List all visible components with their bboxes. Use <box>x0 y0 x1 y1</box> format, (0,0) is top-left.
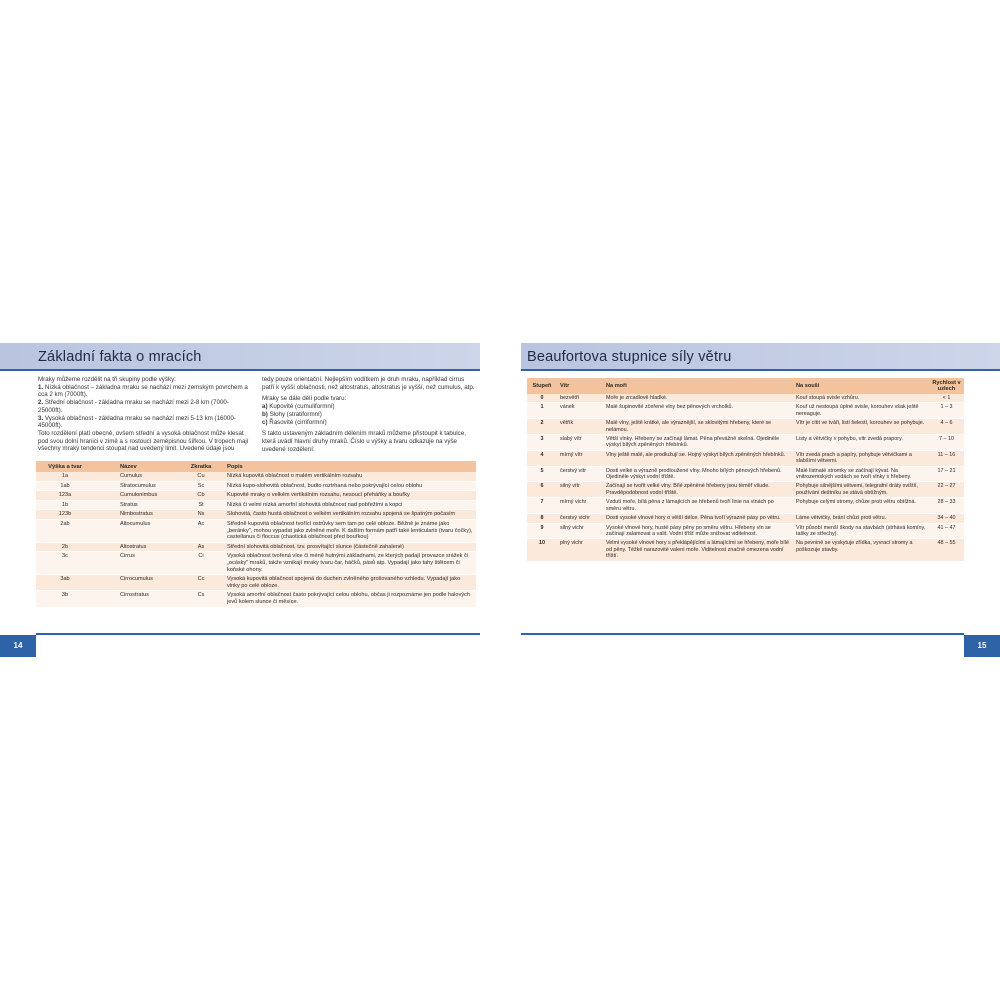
right-page <box>521 343 1000 657</box>
wind-name-cell: silný vichr <box>557 523 603 539</box>
intro-paragraph <box>262 430 476 453</box>
cloud-height-shape-cell: 3c <box>36 552 94 575</box>
wind-name-cell: mírný vítr <box>557 450 603 466</box>
wind-name-cell: větřík <box>557 419 603 435</box>
wind-degree-cell: 3 <box>527 435 557 451</box>
cloud-name-cell: Stratocumulus <box>94 481 178 491</box>
wind-name-cell: plný vichr <box>557 539 603 561</box>
left-page <box>0 343 480 657</box>
cloud-name-cell: Altostratus <box>94 542 178 552</box>
right-page-title: Beaufortova stupnice síly větru <box>527 349 732 365</box>
col-header-name: Název <box>94 461 178 472</box>
left-intro-column-1 <box>38 376 250 453</box>
intro-text: Střední oblačnost - základna mraku se nachází mezi 2-8 km (7000-25000ft). <box>38 399 229 414</box>
cloud-description-cell: Nízká kupo-slohovitá oblačnost, budto roztrhaná nebo pokrývající celou oblohu <box>224 481 476 491</box>
wind-on-land-cell: Malé listnaté stromky se začínají kývat. Na vnitrozemských vodách se tvoří vlnky s hřebeny. <box>793 466 929 482</box>
wind-speed-cell: 41 – 47 <box>929 523 964 539</box>
cloud-abbreviation-cell: Cb <box>178 491 224 501</box>
left-page-title: Základní fakta o mracích <box>38 349 202 365</box>
cloud-description-cell: Vysoká kupovitá oblačnost spojená do duchen zvlněného grošovaného vzhledu. Vypadají jako vlnky po celé obloze. <box>224 575 476 591</box>
intro-paragraph <box>262 419 476 427</box>
cloud-abbreviation-cell: Ci <box>178 552 224 575</box>
intro-text: Mraky můžeme rozdělit na tři skupiny podle výšky: <box>38 376 176 383</box>
wind-on-land-cell: Pohybuje celými stromy, chůze proti větru obtížná. <box>793 498 929 514</box>
intro-paragraph <box>38 430 250 453</box>
wind-speed-cell: 17 – 21 <box>929 466 964 482</box>
cloud-description-cell: Nízká kupovitá oblačnost o malém vertikálním rozsahu <box>224 472 476 481</box>
cloud-description-cell: Vysoká amorfní oblačnost často pokrývající celou oblohu, občas ji rozpoznáme jen podle halových jevů kolem slunce či měsíce. <box>224 591 476 607</box>
table-row <box>527 466 964 482</box>
intro-paragraph <box>262 376 476 391</box>
table-row <box>36 510 476 520</box>
cloud-name-cell: Cirrostratus <box>94 591 178 607</box>
table-row <box>36 591 476 607</box>
table-row <box>36 472 476 481</box>
cloud-description-cell: Středně kupovitá oblačnost tvořící ostrůvky sem tam po celé obloze. Běžně je známe jako „beránky", mohou vypadat jako zvlněné moře. K dalším formám patří také lenticularis (tvaru čočky), castellanus či floccus (chaotická oblačnost před bouřkou) <box>224 519 476 542</box>
wind-degree-cell: 8 <box>527 514 557 523</box>
wind-on-land-cell: Láme větvičky, brání chůzi proti větru. <box>793 514 929 523</box>
intro-list-marker: 2. <box>38 399 44 407</box>
cloud-types-table <box>36 461 476 608</box>
wind-name-cell: slabý vítr <box>557 435 603 451</box>
wind-at-sea-cell: Začínají se tvořit velké vlny. Bílé zpěněné hřebeny jsou téměř všude. Pravděpodobnost vodní tříště. <box>603 482 793 498</box>
wind-at-sea-cell: Dosti velké a výrazně prodloužené vlny. Mnoho bílých pěnových hřebenů. Ojediněle výskyt vodní tříště. <box>603 466 793 482</box>
wind-on-land-cell: Vítr je cítit ve tváři, listí šelestí, korouhev se pohybuje. <box>793 419 929 435</box>
wind-degree-cell: 5 <box>527 466 557 482</box>
cloud-abbreviation-cell: Cu <box>178 472 224 481</box>
table-row <box>527 450 964 466</box>
intro-list-marker: b) <box>262 410 268 418</box>
cloud-abbreviation-cell: Ac <box>178 519 224 542</box>
cloud-abbreviation-cell: Sc <box>178 481 224 491</box>
cloud-height-shape-cell: 3ab <box>36 575 94 591</box>
intro-text: Kupovité (cumuliformní) <box>267 403 335 411</box>
wind-on-land-cell: Vítr působí menší škody na stavbách (strhává komíny, tašky ze střechy). <box>793 523 929 539</box>
table-row <box>527 523 964 539</box>
cloud-abbreviation-cell: St <box>178 500 224 510</box>
table-row <box>36 552 476 575</box>
wind-degree-cell: 10 <box>527 539 557 561</box>
cloud-height-shape-cell: 123b <box>36 510 94 520</box>
wind-degree-cell: 6 <box>527 482 557 498</box>
cloud-name-cell: Altocumulus <box>94 519 178 542</box>
intro-text: Slohy (stratiformní) <box>267 410 322 418</box>
wind-degree-cell: 1 <box>527 403 557 419</box>
intro-list-marker: a) <box>262 403 268 411</box>
wind-at-sea-cell: Moře je zrcadlově hladké. <box>603 394 793 403</box>
col-header-height-shape: Výška a tvar <box>36 461 94 472</box>
wind-at-sea-cell: Vysoké vlnové hory, husté pásy pěny po směru větru. Hřebeny vln se začínají zalamovat a valit. Vodní tříšť může snižovat viditelnost. <box>603 523 793 539</box>
intro-text: Řasovité (cirriformní) <box>267 418 327 426</box>
intro-paragraph <box>38 415 250 430</box>
wind-on-land-cell: Listy a větvičky v pohybu, vítr zvedá prapory. <box>793 435 929 451</box>
cloud-height-shape-cell: 2b <box>36 542 94 552</box>
table-row <box>36 481 476 491</box>
cloud-height-shape-cell: 2ab <box>36 519 94 542</box>
table-row <box>527 514 964 523</box>
cloud-name-cell: Cumulus <box>94 472 178 481</box>
intro-text: Mraky se dále dělí podle tvaru: <box>262 395 347 403</box>
col-header-at-sea: Na moři <box>603 378 793 394</box>
wind-speed-cell: 48 – 55 <box>929 539 964 561</box>
table-row <box>527 394 964 403</box>
wind-name-cell: vánek <box>557 403 603 419</box>
intro-text: Toto rozdělení platí obecně, ovšem střední a vysoká oblačnost může klesat pod svou dolní hranici v zimě a s rostoucí zeměpisnou šířkou. V tropech mají všechny mraky tendenci stoupat nad uvedený limit. Uvedené údaje jsou <box>38 429 249 453</box>
wind-on-land-cell: Vítr zvedá prach a papíry, pohybuje větvičkami a slabšími větvemi. <box>793 450 929 466</box>
cloud-abbreviation-cell: Ns <box>178 510 224 520</box>
cloud-abbreviation-cell: Cs <box>178 591 224 607</box>
wind-speed-cell: 22 – 27 <box>929 482 964 498</box>
wind-at-sea-cell: Velmi vysoké vlnové hory s překlápějícími a lámajícími se hřebeny, moře bílé od pěny. Těžké narazovité valení moře. Viditelnost značně omezena vodní tříští. <box>603 539 793 561</box>
cloud-table-header-row <box>36 461 476 472</box>
col-header-degree: Stupeň <box>527 378 557 394</box>
cloud-description-cell: Nízká či velmi nízká amorfní slohovitá oblačnost nad pobřežími a kopci <box>224 500 476 510</box>
cloud-abbreviation-cell: Cc <box>178 575 224 591</box>
cloud-height-shape-cell: 3b <box>36 591 94 607</box>
wind-speed-cell: 1 – 3 <box>929 403 964 419</box>
wind-degree-cell: 9 <box>527 523 557 539</box>
col-header-wind: Vítr <box>557 378 603 394</box>
intro-text: S takto ustaveným základním dělením mraků můžeme přistoupit k tabulce, která uvádí hlavní druhy mraků. Číslo u výšky a tvaru odkazuje na výše uvedené rozdělení: <box>262 430 466 453</box>
table-row <box>527 403 964 419</box>
wind-speed-cell: 4 – 6 <box>929 419 964 435</box>
wind-at-sea-cell: Vlny ještě malé, ale prodlužují se. Hojný výskyt bílých zpěněných hřebínků. <box>603 450 793 466</box>
intro-text: Vysoká oblačnost - základna mraku se nachází mezi 5-13 km (16000-45000ft). <box>38 414 236 430</box>
cloud-description-cell: Vysoká oblačnost tvořená více či méně hutnými základnami, ze kterých padají provazce srážek či „ocásky" mraků, takže vznikají mraky tvaru čar, háčků, pásů atp. Vypadají jako tahy štětcem či koňské ohony. <box>224 552 476 575</box>
cloud-height-shape-cell: 1ab <box>36 481 94 491</box>
table-row <box>527 498 964 514</box>
wind-at-sea-cell: Dosti vysoké vlnové hory o větší délce. Pěna tvoří výrazné pásy po větru. <box>603 514 793 523</box>
wind-speed-cell: 28 – 33 <box>929 498 964 514</box>
cloud-name-cell: Cirrus <box>94 552 178 575</box>
right-title-banner <box>521 343 1000 371</box>
wind-at-sea-cell: Malé vlny, ještě krátké, ale výraznější, se sklovitými hřebeny, které se nelámou. <box>603 419 793 435</box>
cloud-name-cell: Cirrocumulus <box>94 575 178 591</box>
table-row <box>527 419 964 435</box>
cloud-height-shape-cell: 1a <box>36 472 94 481</box>
wind-degree-cell: 7 <box>527 498 557 514</box>
wind-name-cell: bezvětří <box>557 394 603 403</box>
wind-on-land-cell: Pohybuje silnějšími větvemi, telegrafní dráty svištíí, používání deštníku se stává obtížným. <box>793 482 929 498</box>
intro-text: tedy pouze orientační. Nejlepším vodítkem je druh mraku, například cirrus patří k vyšší oblačnosti, než altostratus, altostratus je vyšší, než cumulus, atp. <box>262 376 475 391</box>
intro-paragraph <box>262 403 476 411</box>
cloud-name-cell: Stratus <box>94 500 178 510</box>
intro-list-marker: 3. <box>38 414 44 422</box>
beaufort-scale-table <box>527 378 964 562</box>
intro-paragraph <box>262 395 476 403</box>
intro-text: Nízká oblačnost – základna mraku se nachází mezi zemským povrchem a cca 2 km (7000ft). <box>38 383 248 399</box>
table-row <box>527 435 964 451</box>
left-page-number: 14 <box>0 635 36 657</box>
wind-name-cell: čerstvý vichr <box>557 514 603 523</box>
cloud-description-cell: Slohovitá, často hustá oblačnost o velkém vertikálním rozsahu spojená se špatným počasím <box>224 510 476 520</box>
wind-on-land-cell: Kouř už nestoupá úplně svisle, korouhev však ještě nereaguje. <box>793 403 929 419</box>
wind-on-land-cell: Kouř stoupá svisle vzhůru. <box>793 394 929 403</box>
cloud-name-cell: Nimbostratus <box>94 510 178 520</box>
table-row <box>36 500 476 510</box>
intro-list-marker: 1. <box>38 383 44 391</box>
table-row <box>36 542 476 552</box>
wind-speed-cell: 34 – 40 <box>929 514 964 523</box>
wind-on-land-cell: Na pevnině se vyskytuje zřídka, vyvrací stromy a poškozuje stavby. <box>793 539 929 561</box>
intro-paragraph <box>38 399 250 414</box>
intro-list-marker: c) <box>262 418 268 426</box>
intro-paragraph <box>38 376 250 384</box>
wind-degree-cell: 4 <box>527 450 557 466</box>
right-bottom-rule <box>521 633 964 635</box>
wind-name-cell: silný vítr <box>557 482 603 498</box>
left-intro-column-2 <box>262 376 476 453</box>
intro-paragraph <box>38 384 250 399</box>
cloud-height-shape-cell: 123a <box>36 491 94 501</box>
table-row <box>36 491 476 501</box>
cloud-description-cell: Kupovité mraky o velkém vertikálním rozsahu, nesoucí přeháňky a bouřky <box>224 491 476 501</box>
wind-at-sea-cell: Vzdutí moře, bílá pěna z lámajících se hřebenů tvoří linie na vlnách po směru větru. <box>603 498 793 514</box>
table-row <box>527 482 964 498</box>
right-page-number: 15 <box>964 635 1000 657</box>
left-bottom-rule <box>36 633 480 635</box>
wind-speed-cell: 11 – 16 <box>929 450 964 466</box>
wind-speed-cell: < 1 <box>929 394 964 403</box>
wind-degree-cell: 0 <box>527 394 557 403</box>
wind-degree-cell: 2 <box>527 419 557 435</box>
col-header-speed-knots: Rychlost v uzlech <box>929 378 964 394</box>
col-header-description: Popis <box>224 461 476 472</box>
wind-at-sea-cell: Malé šupinovité zčeřené vlny bez pěnových vrcholků. <box>603 403 793 419</box>
cloud-height-shape-cell: 1b <box>36 500 94 510</box>
left-title-banner <box>0 343 480 371</box>
wind-at-sea-cell: Větší vlnky. Hřebeny se začínají lámat. Pěna převážně skelná. Ojediněle výskyt bílých zpěněných hřebínků. <box>603 435 793 451</box>
wind-speed-cell: 7 – 10 <box>929 435 964 451</box>
cloud-abbreviation-cell: As <box>178 542 224 552</box>
table-row <box>36 519 476 542</box>
table-row <box>527 539 964 561</box>
wind-name-cell: čerstvý vítr <box>557 466 603 482</box>
table-row <box>36 575 476 591</box>
intro-paragraph <box>262 411 476 419</box>
cloud-description-cell: Střední slohovitá oblačnost, tzv. prosvítající slunce (částečně zahalené) <box>224 542 476 552</box>
wind-table-header-row <box>527 378 964 394</box>
wind-name-cell: mírný vichr <box>557 498 603 514</box>
col-header-abbreviation: Zkratka <box>178 461 224 472</box>
col-header-on-land: Na souši <box>793 378 929 394</box>
cloud-name-cell: Cumulonimbus <box>94 491 178 501</box>
